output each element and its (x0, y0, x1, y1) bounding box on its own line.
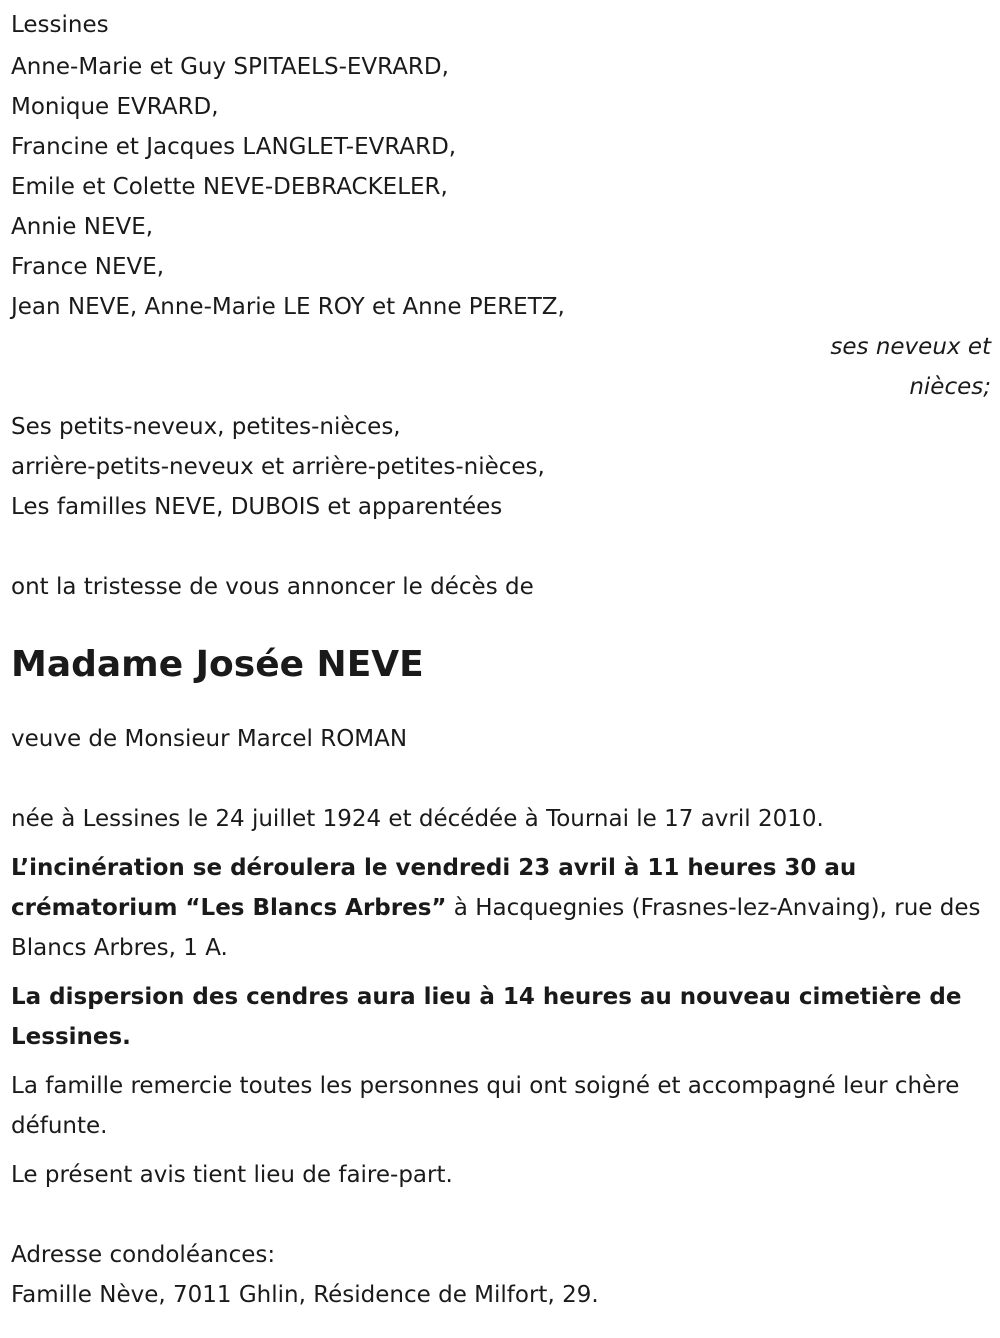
relative-line: Annie NEVE, (11, 214, 154, 240)
city-heading: Lessines (11, 12, 109, 38)
relative-line: Anne-Marie et Guy SPITAELS-EVRARD, (11, 54, 449, 80)
obituary-notice (11, 5, 991, 1315)
condolences-label: Adresse condoléances: (11, 1242, 276, 1268)
extended-family-line: arrière-petits-neveux et arrière-petites-nièces, (11, 454, 545, 480)
widow-of: veuve de Monsieur Marcel ROMAN (11, 726, 408, 752)
cremation-location: à Hacquegnies (Frasnes-lez-Anvaing), rue des Blancs Arbres, 1 A. (11, 895, 981, 961)
relatives-role: ses neveux et (830, 334, 991, 360)
condolences-address: Famille Nève, 7011 Ghlin, Résidence de Milfort, 29. (11, 1282, 599, 1308)
extended-family-line: Ses petits-neveux, petites-nièces, (11, 414, 401, 440)
ashes-dispersion (11, 977, 986, 1057)
ashes-dispersion-text: La dispersion des cendres aura lieu à 14 heures au nouveau cimetière de Lessines. (11, 984, 962, 1050)
spacer (11, 759, 991, 799)
relative-line: France NEVE, (11, 254, 165, 280)
notice-statement: Le présent avis tient lieu de faire-part. (11, 1162, 453, 1188)
relative-line: Monique EVRARD, (11, 94, 219, 120)
relative-line: Emile et Colette NEVE-DEBRACKELER, (11, 174, 448, 200)
birth-death-dates: née à Lessines le 24 juillet 1924 et décédée à Tournai le 17 avril 2010. (11, 806, 824, 832)
cremation-bold: L’incinération se déroulera le vendredi 23 avril à 11 heures 30 au crématorium “Les Blancs Arbres” (11, 855, 857, 921)
spacer (11, 1195, 991, 1235)
relative-line: Jean NEVE, Anne-Marie LE ROY et Anne PERETZ, (11, 294, 565, 320)
relatives-list (11, 47, 991, 327)
extended-family-list (11, 407, 991, 527)
deceased-name: Madame Josée NEVE (11, 644, 424, 685)
relatives-role: nièces; (909, 374, 991, 400)
thanks-text: La famille remercie toutes les personnes qui ont soigné et accompagné leur chère défunte. (11, 1073, 960, 1139)
spacer (11, 527, 991, 567)
cremation-details (11, 848, 986, 968)
relative-line: Francine et Jacques LANGLET-EVRARD, (11, 134, 457, 160)
extended-family-line: Les familles NEVE, DUBOIS et apparentées (11, 494, 503, 520)
announcement: ont la tristesse de vous annoncer le décès de (11, 574, 534, 600)
